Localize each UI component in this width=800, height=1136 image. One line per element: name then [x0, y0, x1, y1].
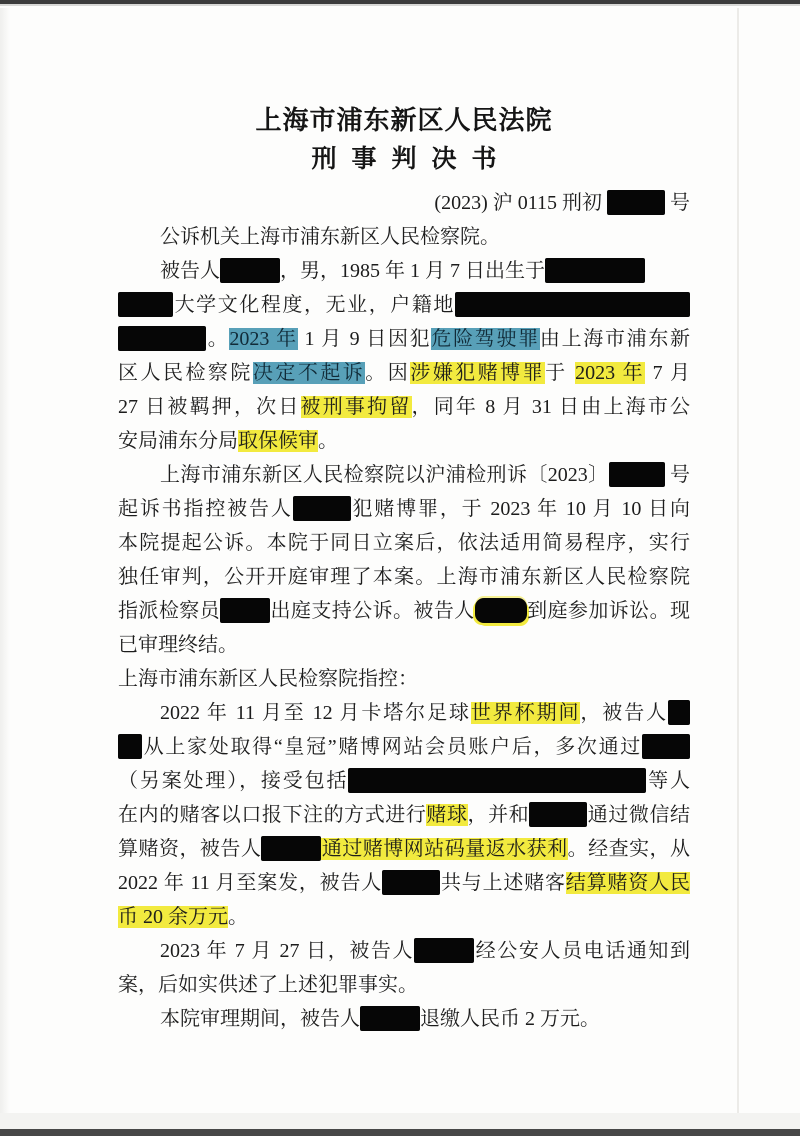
text-segment: （另案处理），接受包括 — [118, 770, 349, 792]
text-segment: 号 — [664, 464, 690, 486]
document-line — [118, 900, 690, 934]
document-line — [118, 1002, 690, 1036]
text-segment: 独任审判，公开开庭审理了本案。上海市浦东新区人民检察院 — [118, 566, 690, 588]
highlighted-text-blue: 危险驾驶罪 — [431, 328, 540, 350]
paper-right-edge — [737, 8, 739, 1113]
document-line — [118, 696, 690, 730]
redaction-bar — [529, 802, 587, 827]
document-line — [118, 560, 690, 594]
highlighted-text-yellow: 结算赌资人民 — [565, 872, 690, 894]
document-line — [118, 594, 690, 628]
document-line — [118, 866, 690, 900]
redaction-bar — [261, 836, 321, 861]
redaction-bar — [455, 292, 690, 317]
redaction-bar — [545, 258, 645, 283]
highlighted-text-yellow: 涉嫌犯赌博罪 — [410, 362, 546, 384]
text-segment: 2023 年 7 月 27 日，被告人 — [160, 940, 415, 962]
document-body — [118, 186, 690, 1036]
redaction-bar — [220, 598, 270, 623]
highlighted-text-yellow: 2023 年 — [575, 362, 646, 384]
redaction-bar — [609, 462, 665, 487]
text-segment: 7 月 — [645, 362, 690, 384]
highlighted-text-yellow: 取保候审 — [238, 430, 318, 452]
document-line — [118, 968, 690, 1002]
text-segment: 。 — [228, 906, 248, 928]
text-segment: 于 — [545, 362, 576, 384]
text-segment: 到庭参加诉讼。现 — [526, 600, 690, 622]
text-segment: 27 日被羁押，次日 — [118, 396, 301, 418]
document-line — [118, 458, 690, 492]
judgment-document — [118, 0, 690, 1036]
redaction-bar — [668, 700, 690, 725]
highlighted-text-yellow: 币 20 余万元 — [118, 906, 228, 928]
document-line — [118, 662, 690, 696]
redaction-bar — [348, 768, 646, 793]
court-name: 上海市浦东新区人民法院 — [255, 105, 553, 135]
redaction-bar — [220, 258, 280, 283]
text-segment: 本院提起公诉。本院于同日立案后，依法适用简易程序，实行 — [118, 532, 690, 554]
text-segment: 本院审理期间，被告人 — [160, 1008, 360, 1030]
text-segment: 在内的赌客以口报下注的方式进行 — [118, 804, 427, 826]
text-segment: 安局浦东分局 — [118, 430, 238, 452]
text-segment: (2023) 沪 0115 刑初 — [434, 192, 607, 214]
highlighted-text-yellow: 世界杯期间 — [470, 702, 581, 724]
highlighted-text-yellow: 赌球 — [426, 804, 468, 826]
redaction-bar — [475, 598, 527, 623]
text-segment: 算赌资，被告人 — [118, 838, 262, 860]
redaction-bar — [382, 870, 440, 895]
text-segment: 号 — [665, 192, 690, 214]
text-segment: 。 — [318, 430, 338, 452]
document-line — [118, 730, 690, 764]
document-line — [118, 424, 690, 458]
highlighted-text-yellow: 被刑事拘留 — [300, 396, 412, 418]
text-segment: 。因 — [365, 362, 411, 384]
document-line — [118, 186, 690, 220]
document-line — [118, 390, 690, 424]
text-segment: 经公安人员电话通知到 — [474, 940, 690, 962]
text-segment: 1 月 9 日因犯 — [297, 328, 432, 350]
text-segment: 上海市浦东新区人民检察院以沪浦检刑诉〔2023〕 — [160, 464, 609, 486]
paper-bottom-shadow — [0, 1113, 800, 1129]
text-segment: ，并和 — [467, 804, 530, 826]
text-segment: 。 — [206, 328, 230, 350]
document-line — [118, 798, 690, 832]
text-segment: ，被告人 — [580, 702, 669, 724]
text-segment: 已审理终结。 — [118, 634, 238, 656]
text-segment: 。经查实，从 — [567, 838, 690, 860]
text-segment: 从上家处取得“皇冠”赌博网站会员账户后，多次通过 — [142, 736, 642, 758]
redaction-bar — [293, 496, 351, 521]
text-segment: 犯赌博罪，于 2023 年 10 月 10 日向 — [350, 498, 690, 520]
document-line — [118, 254, 690, 288]
document-line — [118, 220, 690, 254]
text-segment: 起诉书指控被告人 — [118, 498, 293, 520]
document-line — [118, 832, 690, 866]
text-segment: 退缴人民币 2 万元。 — [420, 1008, 600, 1030]
text-segment: 2022 年 11 月至案发，被告人 — [118, 872, 383, 894]
document-line — [118, 356, 690, 390]
document-line — [118, 934, 690, 968]
redaction-bar — [118, 292, 173, 317]
redaction-bar — [642, 734, 690, 759]
text-segment: 区人民检察院 — [118, 362, 253, 384]
paper-left-shadow — [0, 8, 10, 1113]
redaction-bar — [607, 190, 665, 215]
document-line — [118, 764, 690, 798]
text-segment: ，同年 8 月 31 日由上海市公 — [411, 396, 690, 418]
document-line — [118, 628, 690, 662]
document-line — [118, 492, 690, 526]
highlighted-text-blue: 决定不起诉 — [252, 362, 366, 384]
redaction-bar — [360, 1006, 420, 1031]
document-line — [118, 288, 690, 322]
redaction-bar — [414, 938, 474, 963]
text-segment: 等人 — [646, 770, 690, 792]
text-segment: 出庭支持公诉。被告人 — [270, 600, 475, 622]
text-segment: 公诉机关上海市浦东新区人民检察院。 — [160, 226, 500, 248]
document-title: 刑事判决书 — [311, 145, 512, 173]
text-segment: ，男，1985 年 1 月 7 日出生于 — [280, 260, 545, 282]
text-segment: 被告人 — [160, 260, 220, 282]
text-segment: 共与上述赌客 — [440, 872, 566, 894]
text-segment: 由上海市浦东新 — [539, 328, 690, 350]
document-line — [118, 322, 690, 356]
redaction-bar — [118, 734, 142, 759]
text-segment: 案，后如实供述了上述犯罪事实。 — [118, 974, 418, 996]
text-segment: 通过微信结 — [587, 804, 690, 826]
redaction-bar — [118, 326, 206, 351]
text-segment: 指派检察员 — [118, 600, 221, 622]
highlighted-text-yellow: 通过赌博网站码量返水获利 — [321, 838, 568, 860]
text-segment: 2022 年 11 月至 12 月卡塔尔足球 — [160, 702, 471, 724]
text-segment: 大学文化程度，无业，户籍地 — [173, 294, 455, 316]
text-segment: 上海市浦东新区人民检察院指控： — [118, 668, 418, 690]
highlighted-text-blue: 2023 年 — [229, 328, 298, 350]
photo-bottom-edge — [0, 1129, 800, 1136]
document-line — [118, 526, 690, 560]
